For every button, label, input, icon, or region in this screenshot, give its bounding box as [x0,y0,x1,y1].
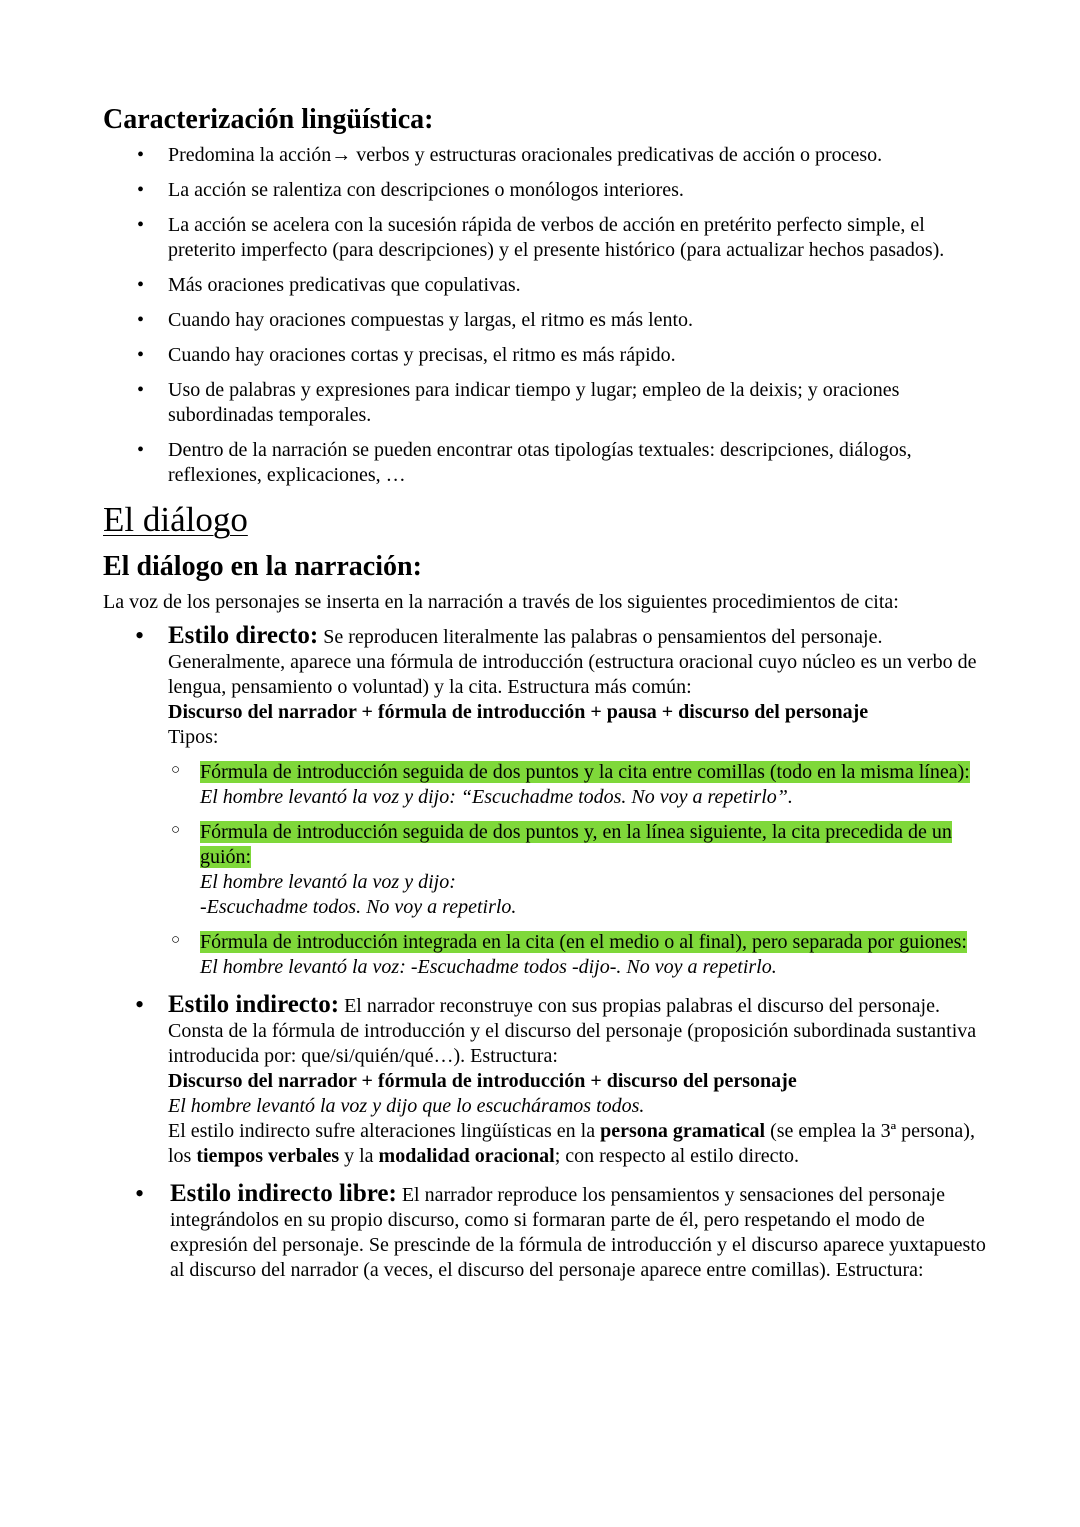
list-item: • La acción se acelera con la sucesión rápida de verbos de acción en pretérito perfecto simple, el preterito imperfecto (para descripciones) y el presente histórico (para actualizar hechos pasados). [137,214,945,261]
estilo-libre-lead: Estilo indirecto libre: [170,1180,397,1207]
bullet-icon: • [135,621,145,650]
tipo-item [168,820,988,920]
bullet-icon: • [137,309,145,331]
estilos-list [103,623,988,1283]
tipos-label: Tipos: [168,726,219,748]
example-text: El hombre levantó la voz y dijo: “Escuchadme todos. No voy a repetirlo”. [200,786,793,808]
section-title-dialogo: El diálogo [103,500,248,539]
list-item: • Cuando hay oraciones cortas y precisas, el ritmo es más rápido. [137,344,676,366]
estilo-indirecto-libre-item [103,1181,988,1283]
bullet-icon: • [137,439,145,461]
example-text: -Escuchadme todos. No voy a repetirlo. [200,896,517,918]
example-text: El hombre levantó la voz y dijo: [200,871,456,893]
bullet-icon: • [135,990,145,1019]
estilo-directo-lead: Estilo directo: [168,622,319,649]
highlighted-text: Fórmula de introducción seguida de dos puntos y, en la línea siguiente, la cita precedida de un guión: [200,821,952,868]
bullet-icon: • [137,144,145,166]
estilo-indirecto-item [103,992,988,1169]
highlighted-text: Fórmula de introducción integrada en la cita (en el medio o al final), pero separada por guiones: [200,931,967,953]
intro-paragraph: La voz de los personajes se inserta en la narración a través de los siguientes procedimientos de cita: [103,591,899,613]
tipos-list [168,760,988,980]
estilo-directo-structure: Discurso del narrador + fórmula de introducción + pausa + discurso del personaje [168,701,869,723]
alteraciones-text: El estilo indirecto sufre alteraciones lingüísticas en la persona gramatical (se emplea la 3ª persona), los tiempos verbales y la modalidad oracional; con respecto al estilo directo. [168,1120,975,1167]
example-text: El hombre levantó la voz y dijo que lo escucháramos todos. [168,1095,645,1117]
example-text: El hombre levantó la voz: -Escuchadme todos -dijo-. No voy a repetirlo. [200,956,777,978]
list-item: • Uso de palabras y expresiones para indicar tiempo y lugar; empleo de la deixis; y oraciones subordinadas temporales. [137,379,900,426]
estilo-indirecto-lead: Estilo indirecto: [168,991,340,1018]
bullet-icon: • [137,379,145,401]
estilo-directo-text: Se reproducen literalmente las palabras o pensamientos del personaje. Generalmente, aparece una fórmula de introducción (estructura oracional cuyo núcleo es un verbo de lengua, pensamiento o voluntad) y la cita. Estructura más común: [168,626,977,698]
section-heading-caracterizacion: Caracterización lingüística: [103,104,434,135]
bullet-icon: • [137,274,145,296]
estilo-indirecto-structure: Discurso del narrador + fórmula de introducción + discurso del personaje [168,1070,797,1092]
circle-bullet-icon: ○ [171,932,181,948]
section-heading-dialogo-narracion: El diálogo en la narración: [103,551,422,582]
estilo-libre-text: El narrador reproduce los pensamientos y sensaciones del personaje integrándolos en su propio discurso, como si formaran parte de él, pero respetando el modo de expresión del personaje. Se prescinde de la fórmula de introducción y el discurso aparece yuxtapuesto al discurso del narrador (a veces, el discurso del personaje aparece entre comillas). Estructura: [170,1184,986,1281]
circle-bullet-icon: ○ [171,822,181,838]
list-item: • Cuando hay oraciones compuestas y largas, el ritmo es más lento. [137,309,694,331]
document-content [103,103,988,1295]
list-item: • Predomina la acción→ verbos y estructuras oracionales predicativas de acción o proceso. [137,144,883,166]
estilo-directo-item [103,623,988,980]
caracterizacion-list [103,143,988,488]
circle-bullet-icon: ○ [171,762,181,778]
bullet-icon: • [137,214,145,236]
list-item: • La acción se ralentiza con descripciones o monólogos interiores. [137,179,684,201]
list-item: • Más oraciones predicativas que copulativas. [137,274,521,296]
estilo-indirecto-text: El narrador reconstruye con sus propias palabras el discurso del personaje. Consta de la fórmula de introducción y el discurso del personaje (proposición subordinada sustantiva introducida por: que/si/quién/qué…). Estructura: [168,995,977,1067]
tipo-item [168,930,988,980]
list-item: • Dentro de la narración se pueden encontrar otas tipologías textuales: descripciones, diálogos, reflexiones, explicaciones, … [137,439,912,486]
bullet-icon: • [137,179,145,201]
bullet-icon: • [137,344,145,366]
highlighted-text: Fórmula de introducción seguida de dos puntos y la cita entre comillas (todo en la misma línea): [200,761,970,783]
tipo-item [168,760,988,810]
bullet-icon: • [135,1179,145,1208]
